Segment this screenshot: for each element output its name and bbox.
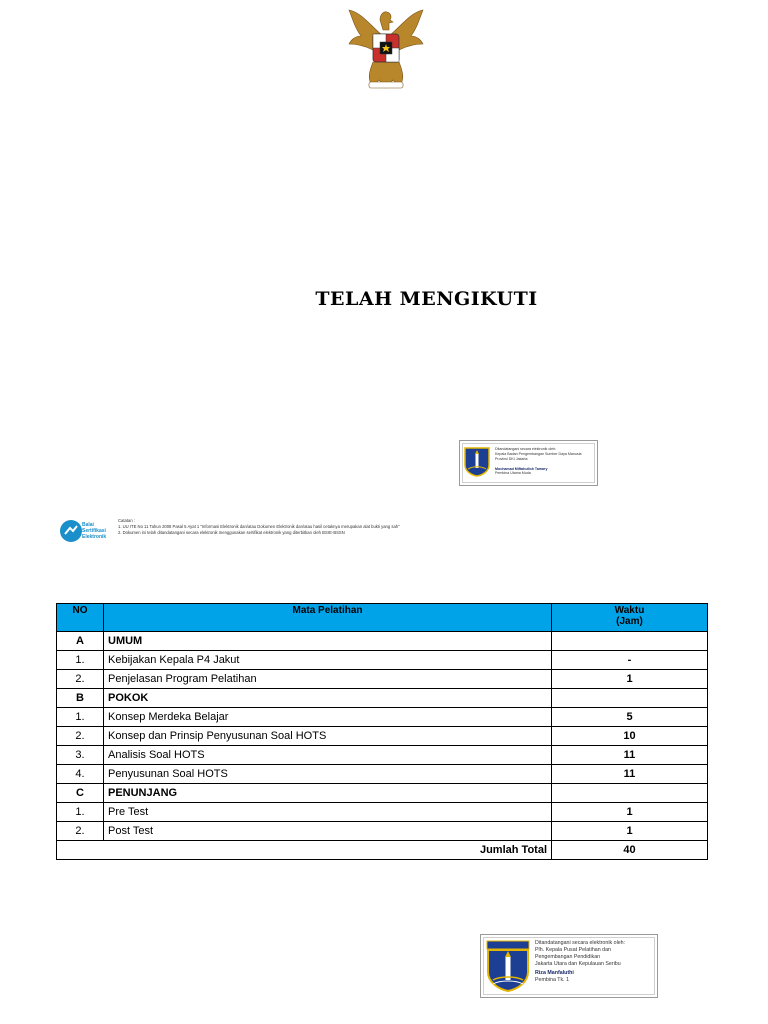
bsre-note-1: 1. UU ITE No 11 Tahun 2008 Pasal 5 Ayat 1 "Informasi Elektronik dan/atau Dokumen Elektronik dan/atau hasil cetaknya merupakan alat bukti yang sah" bbox=[118, 524, 400, 530]
row-hours: 10 bbox=[552, 727, 708, 746]
sig-top-rank: Pembina Utama Muda bbox=[495, 471, 531, 476]
row-hours: 11 bbox=[552, 765, 708, 784]
table-header-row bbox=[57, 604, 708, 632]
sig-bottom-line-1: Ditandatangani secara elektronik oleh: bbox=[535, 940, 626, 946]
row-hours: 11 bbox=[552, 746, 708, 765]
total-label: Jumlah Total bbox=[104, 841, 552, 860]
row-hours: 5 bbox=[552, 708, 708, 727]
sig-bottom-line-3: Pengembangan Pendidikan bbox=[535, 954, 601, 961]
section-title: POKOK bbox=[104, 689, 552, 708]
header-hours bbox=[552, 604, 708, 632]
row-no: 2. bbox=[57, 670, 104, 689]
table-row bbox=[57, 670, 708, 689]
section-code: B bbox=[57, 689, 104, 708]
row-subject: Pre Test bbox=[104, 803, 552, 822]
sig-top-name: Mochamad Miftahulloh Tamary bbox=[495, 466, 548, 471]
row-no: 2. bbox=[57, 727, 104, 746]
header-no: NO bbox=[57, 604, 104, 632]
row-hours: - bbox=[552, 651, 708, 670]
bsre-notes-title: Catatan : bbox=[118, 518, 135, 523]
certificate-heading: TELAH MENGIKUTI bbox=[315, 288, 538, 310]
section-title: UMUM bbox=[104, 632, 552, 651]
sig-top-line-3: Provinsi DKI Jakarta bbox=[495, 456, 528, 461]
electronic-signature-top bbox=[459, 440, 598, 486]
section-code: C bbox=[57, 784, 104, 803]
row-subject: Konsep dan Prinsip Penyusunan Soal HOTS bbox=[104, 727, 552, 746]
row-subject: Konsep Merdeka Belajar bbox=[104, 708, 552, 727]
table-row bbox=[57, 746, 708, 765]
row-no: 3. bbox=[57, 746, 104, 765]
table-row bbox=[57, 765, 708, 784]
row-subject: Penjelasan Program Pelatihan bbox=[104, 670, 552, 689]
table-row bbox=[57, 803, 708, 822]
bsre-logo-icon bbox=[58, 518, 84, 544]
section-row-a bbox=[57, 632, 708, 651]
section-row-b bbox=[57, 689, 708, 708]
sig-bottom-line-4: Jakarta Utara dan Kepulauan Seribu bbox=[535, 961, 621, 968]
row-hours: 1 bbox=[552, 822, 708, 841]
row-no: 4. bbox=[57, 765, 104, 784]
row-no: 1. bbox=[57, 651, 104, 670]
row-no: 1. bbox=[57, 708, 104, 727]
row-hours: 1 bbox=[552, 670, 708, 689]
total-value: 40 bbox=[552, 841, 708, 860]
table-row bbox=[57, 708, 708, 727]
sig-top-line-1: Ditandatangani secara elektronik oleh: bbox=[495, 447, 557, 451]
row-no: 2. bbox=[57, 822, 104, 841]
row-subject: Penyusunan Soal HOTS bbox=[104, 765, 552, 784]
sig-bottom-name: Riza Manfaluthi bbox=[535, 969, 574, 976]
course-table bbox=[56, 603, 708, 860]
sig-bottom-line-2: Plh. Kepala Pusat Pelatihan dan bbox=[535, 947, 611, 954]
row-hours: 1 bbox=[552, 803, 708, 822]
header-hours-line2: (Jam) bbox=[616, 616, 643, 627]
row-subject: Kebijakan Kepala P4 Jakut bbox=[104, 651, 552, 670]
bsre-note-2: 2. Dokumen ini telah ditandatangani secara elektronik menggunakan sertifikat elektronik yang diterbitkan oleh BSrE-BSSN bbox=[118, 530, 345, 536]
row-subject: Post Test bbox=[104, 822, 552, 841]
row-subject: Analisis Soal HOTS bbox=[104, 746, 552, 765]
bsre-brand-1: Balai bbox=[82, 522, 94, 528]
row-no: 1. bbox=[57, 803, 104, 822]
dki-jakarta-crest-icon bbox=[486, 940, 530, 992]
bsre-notice bbox=[58, 515, 438, 547]
dki-jakarta-crest-icon bbox=[464, 447, 490, 477]
table-row bbox=[57, 651, 708, 670]
sig-bottom-rank: Pembina Tk. 1 bbox=[535, 976, 570, 983]
header-subject: Mata Pelatihan bbox=[104, 604, 552, 632]
sig-top-line-2: Kepala Badan Pengembangan Sumber Daya Manusia bbox=[495, 451, 582, 456]
bsre-brand-2: Sertifikasi bbox=[82, 528, 106, 534]
section-code: A bbox=[57, 632, 104, 651]
section-row-c bbox=[57, 784, 708, 803]
total-row bbox=[57, 841, 708, 860]
bsre-brand-3: Elektronik bbox=[82, 534, 107, 540]
electronic-signature-bottom bbox=[480, 934, 658, 998]
table-row bbox=[57, 822, 708, 841]
table-row bbox=[57, 727, 708, 746]
header-hours-line1: Waktu bbox=[614, 605, 645, 616]
section-title: PENUNJANG bbox=[104, 784, 552, 803]
garuda-emblem-icon bbox=[343, 6, 429, 94]
